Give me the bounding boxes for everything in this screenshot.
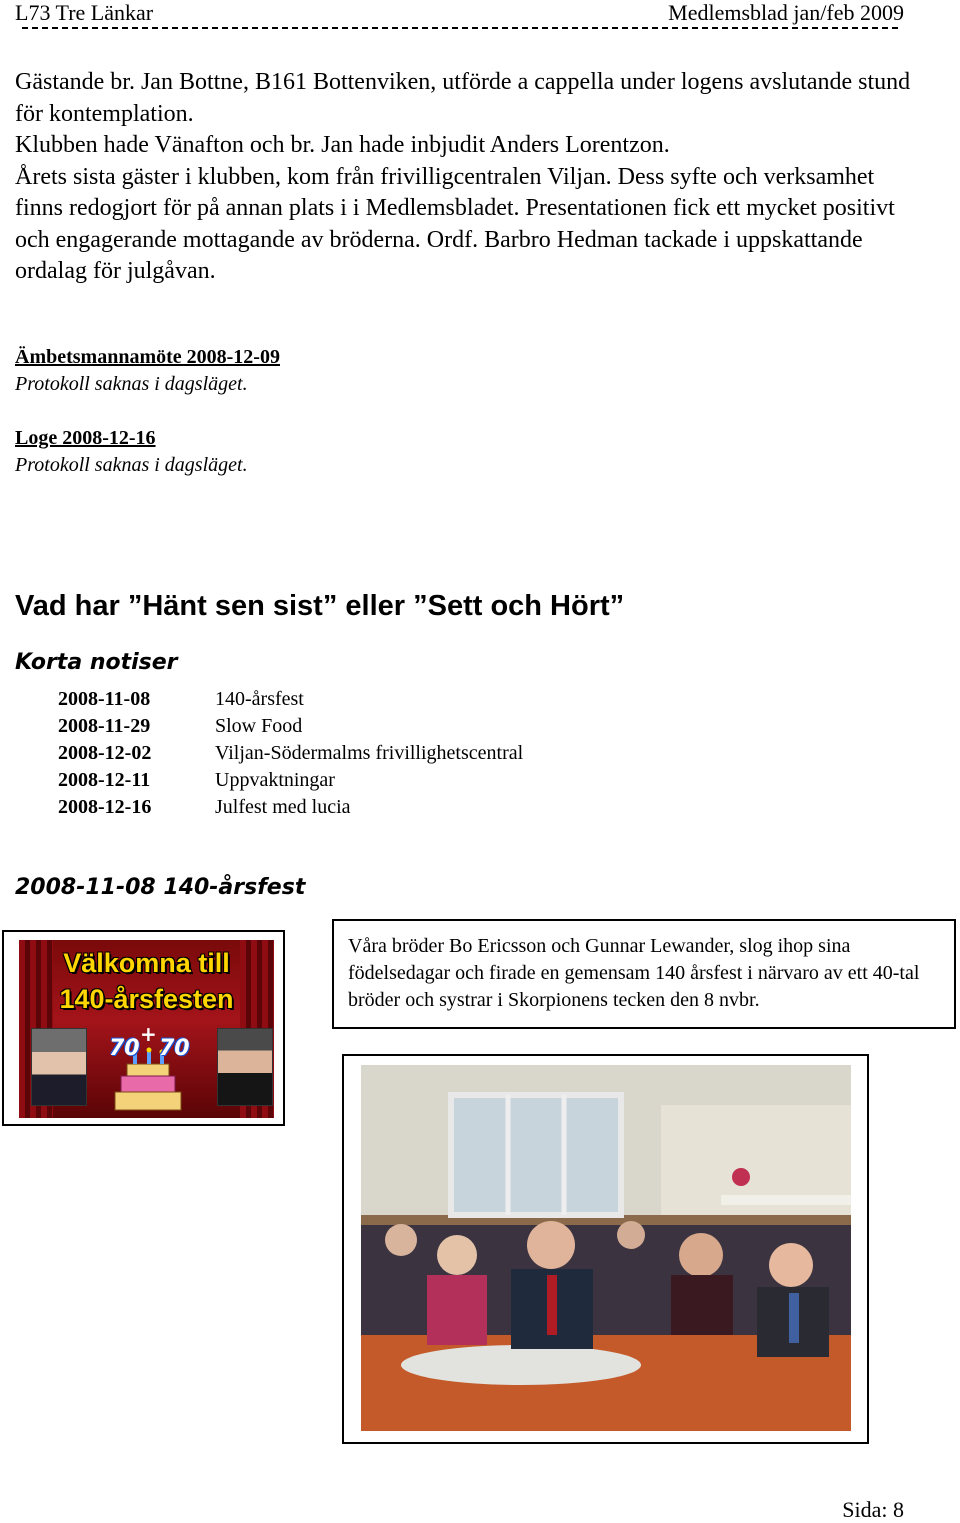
news-item (58, 740, 523, 767)
news-title: Viljan-Södermalms frivillighetscentral (215, 742, 524, 764)
news-title: Julfest med lucia (215, 796, 351, 818)
news-item (58, 686, 523, 713)
header-right: Medlemsblad jan/feb 2009 (668, 0, 904, 25)
header-left: L73 Tre Länkar (15, 0, 154, 25)
news-section-title: Vad har ”Hänt sen sist” eller ”Sett och Hört” (15, 590, 625, 622)
party-photo (361, 1065, 851, 1431)
portrait-photo-left (31, 1028, 87, 1106)
portrait-photo-right (217, 1028, 273, 1106)
page-number: Sida: 8 (842, 1497, 904, 1522)
news-item (58, 713, 523, 740)
section-heading-loge: Loge 2008-12-16 (15, 427, 156, 449)
news-date: 2008-12-11 (58, 769, 151, 791)
invitation-poster-frame (2, 930, 285, 1126)
news-title: Uppvaktningar (215, 769, 335, 791)
news-date: 2008-11-08 (58, 688, 151, 710)
poster-plus: + (140, 1022, 157, 1046)
poster-welcome-text: Välkomna till (63, 948, 230, 978)
intro-text (15, 67, 915, 288)
section-note: Protokoll saknas i dagsläget. (15, 454, 248, 476)
news-list (58, 686, 523, 821)
event-heading: 2008-11-08 140-årsfest (15, 875, 306, 900)
event-caption: Våra bröder Bo Ericsson och Gunnar Lewander, slog ihop sina födelsedagar och firade en gemensam 140 årsfest i närvaro av ett 40-tal bröder och systrar i Skorpionens tecken den 8 nvbr. (332, 919, 956, 1029)
news-date: 2008-12-02 (58, 742, 152, 764)
poster-age-left: 70 (109, 1036, 140, 1061)
invitation-poster-image (19, 940, 274, 1118)
section-heading-ambetsmannamote: Ämbetsmannamöte 2008-12-09 (15, 346, 280, 368)
intro-paragraph: Klubben hade Vänafton och br. Jan hade inbjudit Anders Lorentzon. (15, 132, 670, 158)
news-item (58, 767, 523, 794)
poster-age-right: 70 (159, 1036, 190, 1061)
news-date: 2008-11-29 (58, 715, 151, 737)
poster-event-text: 140-årsfesten (59, 984, 234, 1014)
news-date: 2008-12-16 (58, 796, 152, 818)
header-divider (22, 27, 898, 29)
news-item (58, 794, 523, 821)
news-title: 140-årsfest (215, 688, 304, 710)
korta-notiser-heading: Korta notiser (15, 650, 178, 675)
intro-paragraph: Årets sista gäster i klubben, kom från frivilligcentralen Viljan. Dess syfte och verksamhet finns redogjort för på annan plats i i Medlemsbladet. Presentationen fick ett mycket positivt och engagerande mottagande av bröderna. Ordf. Barbro Hedman tackade i uppskattande ordalag för julgåvan. (15, 163, 895, 284)
section-note: Protokoll saknas i dagsläget. (15, 373, 248, 395)
party-photo-frame (342, 1054, 869, 1444)
news-title: Slow Food (215, 715, 303, 737)
intro-paragraph: Gästande br. Jan Bottne, B161 Bottenviken, utförde a cappella under logens avslutande stund för kontemplation. (15, 69, 911, 127)
